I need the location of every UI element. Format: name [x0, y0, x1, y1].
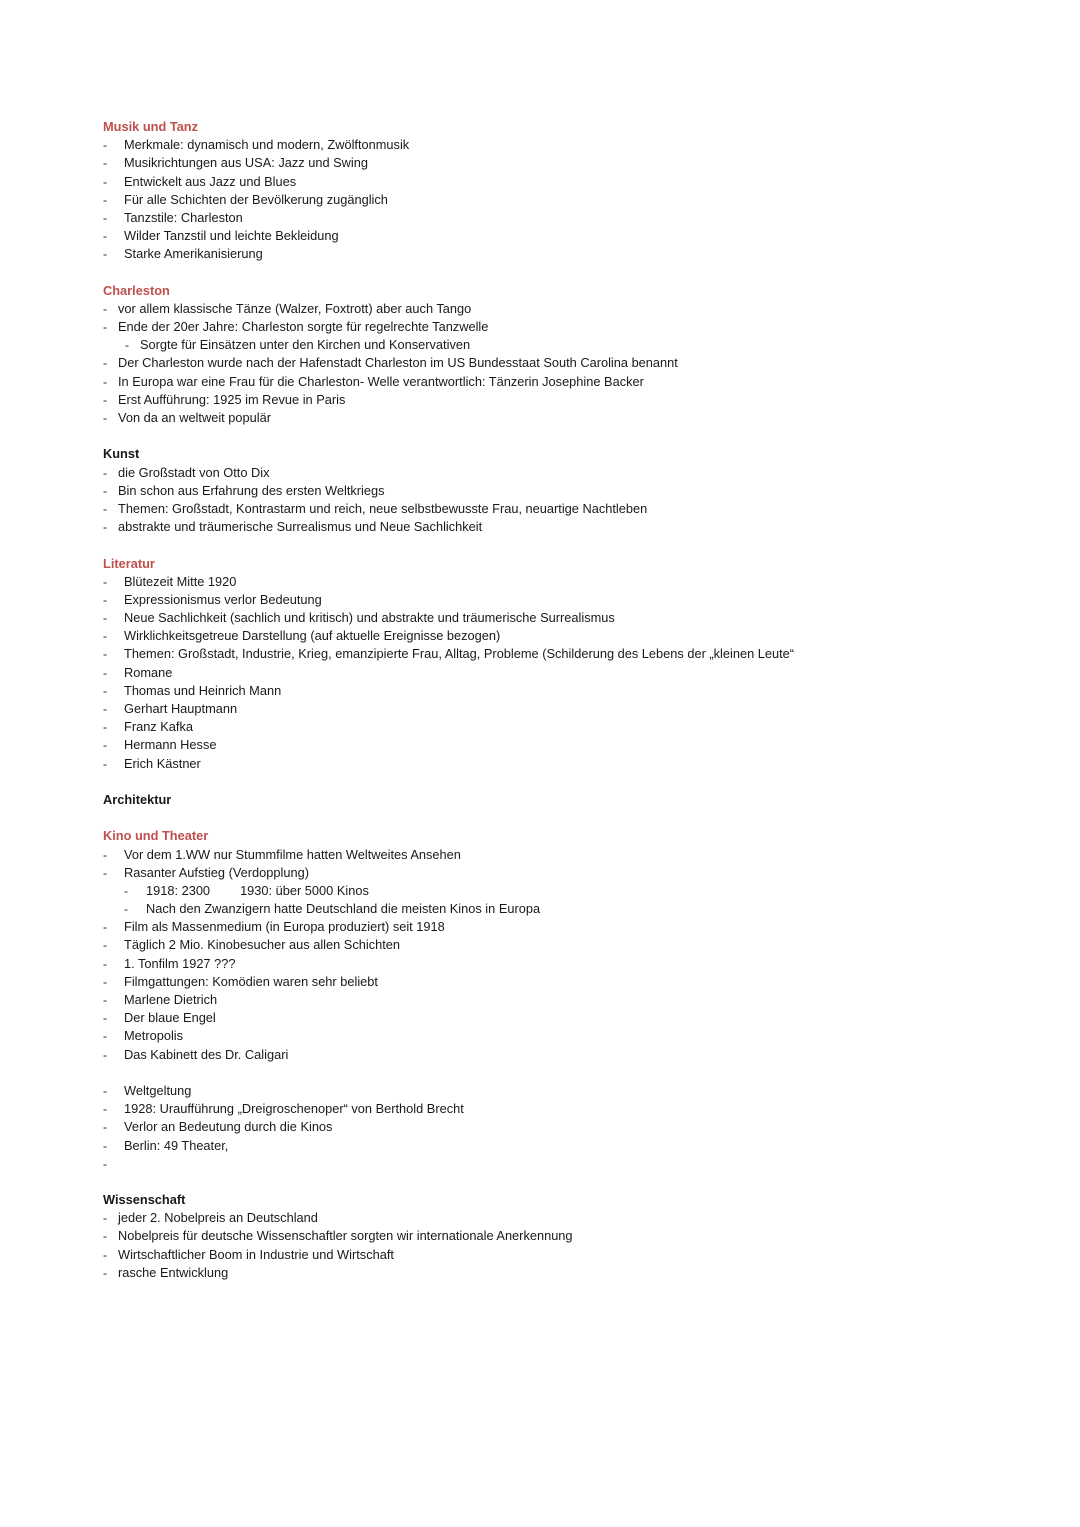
- list-item: - Tanzstile: Charleston: [103, 209, 1043, 227]
- bullet-dash: -: [124, 883, 128, 898]
- list-item: - Erst Aufführung: 1925 im Revue in Paris: [103, 391, 1043, 409]
- list-item: - Film als Massenmedium (in Europa produziert) seit 1918: [103, 918, 1043, 936]
- bullet-dash: -: [103, 592, 107, 607]
- bullet-dash: -: [103, 865, 107, 880]
- bullet-dash: -: [103, 683, 107, 698]
- list-item: - Blütezeit Mitte 1920: [103, 573, 1043, 591]
- list-item: - Erich Kästner: [103, 755, 1043, 773]
- bullet-dash: -: [103, 501, 107, 516]
- section-heading-musik: Musik und Tanz: [103, 119, 199, 134]
- section-heading-kino: Kino und Theater: [103, 828, 209, 844]
- bullet-dash: -: [103, 465, 107, 480]
- bullet-dash: -: [103, 156, 107, 171]
- bullet-dash: -: [103, 1211, 107, 1226]
- bullet-dash: -: [103, 356, 107, 371]
- list-item: - Bin schon aus Erfahrung des ersten Weltkriegs: [103, 482, 1043, 500]
- bullet-dash: -: [103, 411, 107, 425]
- list-item: - Hermann Hesse: [103, 736, 1043, 754]
- list-item: - Starke Amerikanisierung: [103, 245, 1043, 263]
- bullet-dash: -: [103, 920, 107, 935]
- bullet-dash: -: [103, 174, 107, 189]
- list-item: - In Europa war eine Frau für die Charleston- Welle verantwortlich: Tänzerin Josephine Backer: [103, 373, 1043, 391]
- section-heading-literatur: Literatur: [103, 555, 155, 571]
- list-item: - Expressionismus verlor Bedeutung: [103, 591, 1043, 609]
- list-item: - Von da an weltweit populär: [103, 409, 1043, 427]
- list-item-nested: - Sorgte für Einsätzen unter den Kirchen und Konservativen: [103, 336, 1043, 354]
- bullet-dash: -: [103, 574, 107, 589]
- bullet-dash: -: [103, 938, 107, 953]
- bullet-dash: -: [103, 1083, 107, 1098]
- bullet-dash: -: [103, 847, 107, 862]
- bullet-dash: -: [103, 374, 107, 389]
- bullet-dash: -: [103, 956, 107, 971]
- list-item: - Gerhart Hauptmann: [103, 700, 1043, 718]
- list-item: - vor allem klassische Tänze (Walzer, Foxtrott) aber auch Tango: [103, 300, 1043, 318]
- bullet-dash: -: [103, 138, 107, 153]
- bullet-dash: -: [103, 1120, 107, 1135]
- bullet-dash: -: [103, 647, 107, 662]
- bullet-dash: -: [103, 1047, 107, 1062]
- bullet-dash: -: [103, 247, 107, 262]
- list-item: - Metropolis: [103, 1027, 1043, 1045]
- bullet-dash: -: [125, 338, 129, 353]
- bullet-dash: -: [124, 902, 128, 917]
- section-heading-architektur: Architektur: [103, 791, 172, 807]
- list-item: - Das Kabinett des Dr. Caligari: [103, 1046, 1043, 1064]
- list-item: - die Großstadt von Otto Dix: [103, 464, 1043, 482]
- bullet-dash: -: [103, 1138, 107, 1153]
- list-item: - Themen: Großstadt, Kontrastarm und reich, neue selbstbewusste Frau, neuartige Nachtleben: [103, 500, 1043, 518]
- list-item: - Filmgattungen: Komödien waren sehr beliebt: [103, 973, 1043, 991]
- spacer: [103, 773, 1043, 791]
- bullet-dash: -: [103, 665, 107, 680]
- list-item-nested: - Nach den Zwanzigern hatte Deutschland die meisten Kinos in Europa: [103, 900, 1043, 918]
- kinos-1918: 1918: 2300: [146, 882, 211, 898]
- kinos-1930: 1930: über 5000 Kinos: [240, 882, 369, 898]
- bullet-dash: -: [103, 229, 107, 244]
- section-heading-charleston: Charleston: [103, 282, 170, 298]
- notes-content: [103, 118, 1043, 1282]
- bullet-dash: -: [103, 756, 107, 771]
- section-heading-kunst: Kunst: [103, 446, 140, 462]
- bullet-dash: -: [103, 192, 107, 207]
- list-item: - 1928: Uraufführung „Dreigroschenoper“ von Berthold Brecht: [103, 1100, 1043, 1118]
- list-item-empty: [103, 1155, 1043, 1173]
- list-item: - jeder 2. Nobelpreis an Deutschland: [103, 1209, 1043, 1227]
- bullet-dash: -: [103, 210, 107, 225]
- bullet-dash: -: [103, 1102, 107, 1117]
- list-item: - Entwickelt aus Jazz und Blues: [103, 173, 1043, 191]
- bullet-dash: -: [103, 1156, 107, 1171]
- list-item: - 1. Tonfilm 1927 ???: [103, 955, 1043, 973]
- bullet-dash: -: [103, 738, 107, 753]
- list-item: - Verlor an Bedeutung durch die Kinos: [103, 1118, 1043, 1136]
- spacer: [103, 264, 1043, 282]
- spacer: [103, 427, 1043, 445]
- spacer: [103, 1064, 1043, 1082]
- list-item: - Vor dem 1.WW nur Stummfilme hatten Weltweites Ansehen: [103, 846, 1043, 864]
- list-item: - Marlene Dietrich: [103, 991, 1043, 1009]
- list-item: - Wirtschaftlicher Boom in Industrie und Wirtschaft: [103, 1246, 1043, 1264]
- list-item: - Romane: [103, 664, 1043, 682]
- list-item-nested: [103, 882, 1043, 900]
- list-item: - Ende der 20er Jahre: Charleston sorgte für regelrechte Tanzwelle: [103, 318, 1043, 336]
- spacer: [103, 536, 1043, 554]
- bullet-dash: -: [103, 974, 107, 989]
- list-item: - Franz Kafka: [103, 718, 1043, 736]
- bullet-dash: -: [103, 520, 107, 535]
- list-item: - Für alle Schichten der Bevölkerung zugänglich: [103, 191, 1043, 209]
- list-item: - Der Charleston wurde nach der Hafenstadt Charleston im US Bundesstaat South Carolina benannt: [103, 354, 1043, 372]
- list-item: - Nobelpreis für deutsche Wissenschaftler sorgten wir internationale Anerkennung: [103, 1227, 1043, 1245]
- bullet-dash: -: [103, 1229, 107, 1244]
- bullet-dash: -: [103, 301, 107, 316]
- list-item: - abstrakte und träumerische Surrealismus und Neue Sachlichkeit: [103, 518, 1043, 536]
- list-item: - Musikrichtungen aus USA: Jazz und Swing: [103, 154, 1043, 172]
- bullet-dash: -: [103, 720, 107, 735]
- spacer: [103, 1173, 1043, 1191]
- list-item: - Thomas und Heinrich Mann: [103, 682, 1043, 700]
- list-item: - Neue Sachlichkeit (sachlich und kritisch) und abstrakte und träumerische Surrealismus: [103, 609, 1043, 627]
- bullet-dash: -: [103, 702, 107, 716]
- list-item: - Täglich 2 Mio. Kinobesucher aus allen Schichten: [103, 936, 1043, 954]
- bullet-dash: -: [103, 1247, 107, 1262]
- list-item: - Weltgeltung: [103, 1082, 1043, 1100]
- spacer: [103, 809, 1043, 827]
- bullet-dash: -: [103, 320, 107, 335]
- list-item: - Merkmale: dynamisch und modern, Zwölftonmusik: [103, 136, 1043, 154]
- bullet-dash: -: [103, 993, 107, 1007]
- bullet-dash: -: [103, 1011, 107, 1026]
- bullet-dash: -: [103, 611, 107, 626]
- bullet-dash: -: [103, 392, 107, 407]
- list-item: - Der blaue Engel: [103, 1009, 1043, 1027]
- list-item: - Berlin: 49 Theater,: [103, 1137, 1043, 1155]
- bullet-dash: -: [103, 483, 107, 498]
- bullet-dash: -: [103, 1029, 107, 1044]
- bullet-dash: -: [103, 629, 107, 644]
- list-item: - Wilder Tanzstil und leichte Bekleidung: [103, 227, 1043, 245]
- list-item: - Wirklichkeitsgetreue Darstellung (auf aktuelle Ereignisse bezogen): [103, 627, 1043, 645]
- list-item: - Rasanter Aufstieg (Verdopplung): [103, 864, 1043, 882]
- bullet-dash: -: [103, 1265, 107, 1280]
- section-heading-wissenschaft: Wissenschaft: [103, 1192, 186, 1208]
- list-item: - Themen: Großstadt, Industrie, Krieg, emanzipierte Frau, Alltag, Probleme (Schilderung des Lebens der „kleinen Leute“: [103, 645, 1043, 663]
- list-item: - rasche Entwicklung: [103, 1264, 1043, 1282]
